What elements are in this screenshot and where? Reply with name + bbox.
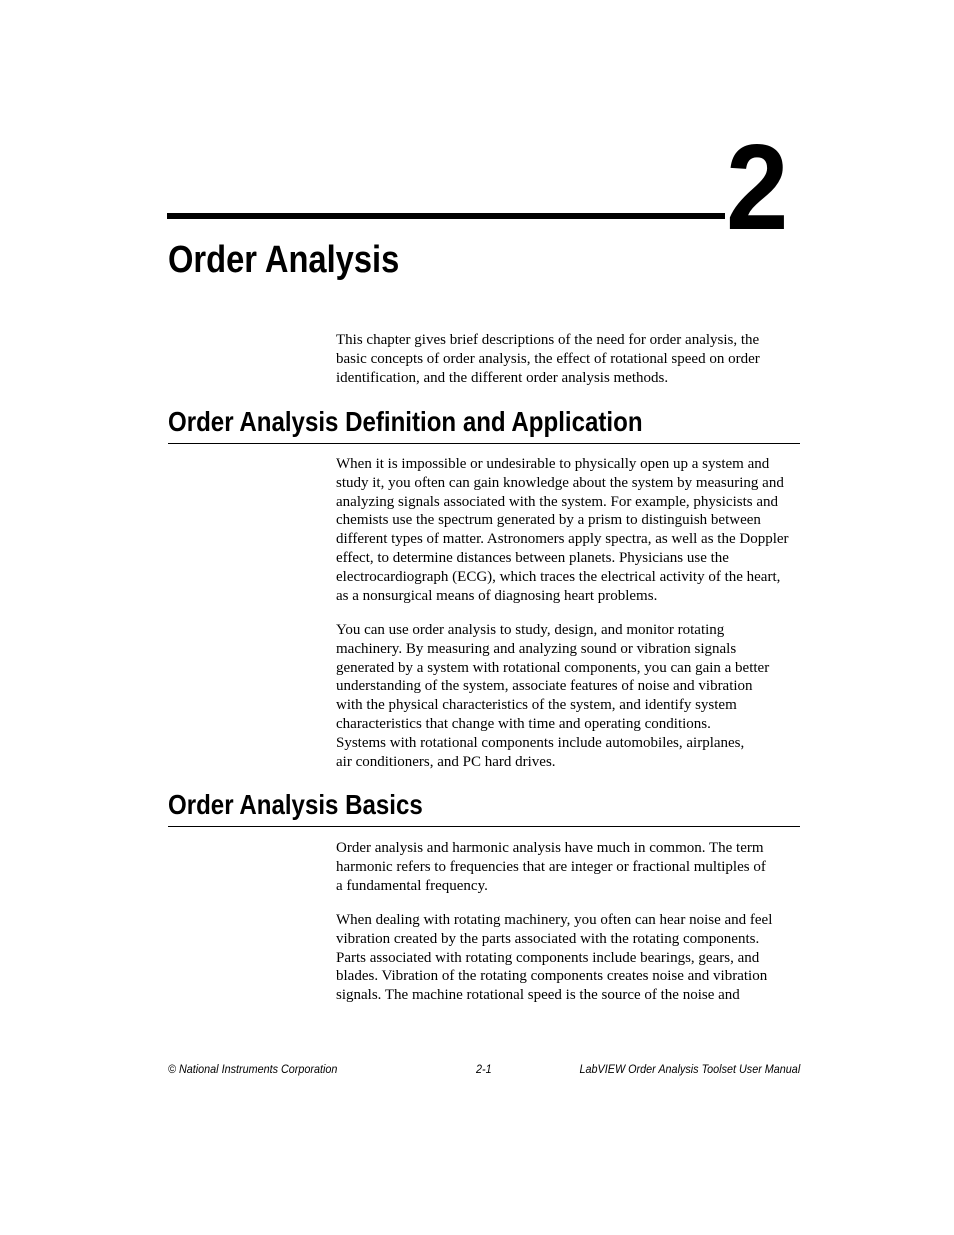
section-heading-definition: Order Analysis Definition and Application (168, 406, 643, 437)
chapter-rule (167, 213, 725, 219)
footer-copyright: © National Instruments Corporation (168, 1062, 338, 1076)
footer-manual-title: LabVIEW Order Analysis Toolset User Manual (579, 1062, 800, 1076)
section-rule (168, 443, 800, 444)
body-paragraph: When it is impossible or undesirable to physically open up a system and study it, you often can gain knowledge about the system by measuring and analyzing signals associated with the system. For example, physicists and chemists use the spectrum generated by a prism to distinguish between different types of matter. Astronomers apply spectra, as well as the Doppler effect, to determine distances between planets. Physicians use the electrocardiograph (ECG), which traces the electrical activity of the heart, as a nonsurgical means of diagnosing heart problems. (336, 456, 789, 604)
chapter-title: Order Analysis (168, 239, 400, 281)
body-paragraph: Order analysis and harmonic analysis have much in common. The term harmonic refers to frequencies that are integer or fractional multiples of a fundamental frequency. (336, 840, 766, 894)
chapter-number: 2 (726, 119, 787, 255)
section-rule (168, 826, 800, 827)
section-heading-basics: Order Analysis Basics (168, 789, 423, 820)
intro-paragraph: This chapter gives brief descriptions of the need for order analysis, the basic concepts of order analysis, the effect of rotational speed on order identification, and the different order analysis methods. (336, 332, 760, 386)
body-paragraph: When dealing with rotating machinery, you often can hear noise and feel vibration created by the parts associated with the rotating components. Parts associated with rotating components include bearings, gears, and blades. Vibration of the rotating components creates noise and vibration signals. The machine rotational speed is the source of the noise and (336, 912, 773, 1004)
body-paragraph: You can use order analysis to study, design, and monitor rotating machinery. By measuring and analyzing sound or vibration signals generated by a system with rotational components, you can gain a better understanding of the system, associate features of noise and vibration with the physical characteristics of the system, and identify system characteristics that change with time and operating conditions. Systems with rotational components include automobiles, airplanes, air conditioners, and PC hard drives. (336, 622, 770, 770)
footer-page-number: 2-1 (476, 1062, 492, 1076)
